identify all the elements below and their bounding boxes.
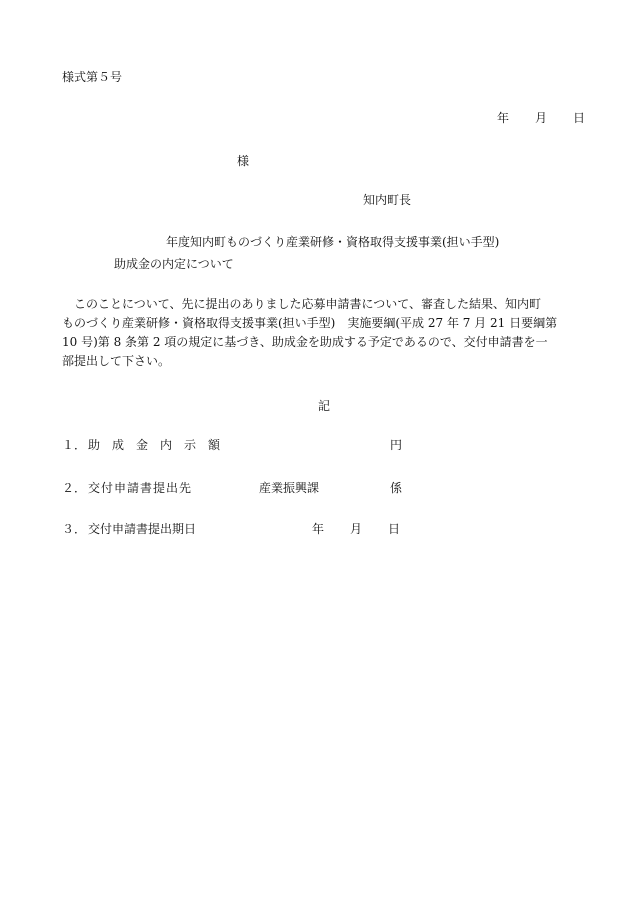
item-2-value: 産業振興課 (259, 481, 320, 495)
addressee-suffix: 様 (237, 154, 250, 168)
item-3-year: 年 (312, 522, 325, 536)
ki-heading: 記 (318, 399, 331, 413)
date-line (497, 110, 585, 126)
item-2-suffix: 係 (390, 481, 403, 495)
item-3-month: 月 (350, 522, 363, 536)
item-1-suffix: 円 (390, 438, 403, 452)
item-1-label: 助 成 金 内 示 額 (88, 438, 221, 452)
item-2-label: 交付申請書提出先 (88, 481, 193, 495)
item-3-number: ３． (62, 522, 87, 536)
date-year: 年 (497, 111, 510, 125)
body-line-4: 部提出して下さい。 (62, 354, 171, 368)
date-month: 月 (535, 111, 548, 125)
sender-name: 知内町長 (363, 193, 412, 207)
document-title-line1: 年度知内町ものづくり産業研修・資格取得支援事業(担い手型) (166, 235, 500, 249)
item-3-label: 交付申請書提出期日 (88, 522, 197, 536)
item-1-number: １． (62, 438, 87, 452)
body-line-1: このことについて、先に提出のありました応募申請書について、審査した結果、知内町 (74, 297, 542, 311)
body-paragraph (62, 295, 622, 371)
item-3-date (312, 521, 400, 537)
document-title-line2: 助成金の内定について (114, 257, 234, 271)
body-line-2: ものづくり産業研修・資格取得支援事業(担い手型) 実施要綱(平成 27 年 7 月 21 日要綱第 (62, 316, 558, 330)
form-number: 様式第５号 (62, 70, 123, 84)
item-3-day: 日 (388, 522, 401, 536)
body-line-3: 10 号)第 8 条第 2 項の規定に基づき、助成金を助成する予定であるので、交付申請書を一 (62, 335, 548, 349)
item-2-number: ２． (62, 481, 87, 495)
date-day: 日 (573, 111, 586, 125)
